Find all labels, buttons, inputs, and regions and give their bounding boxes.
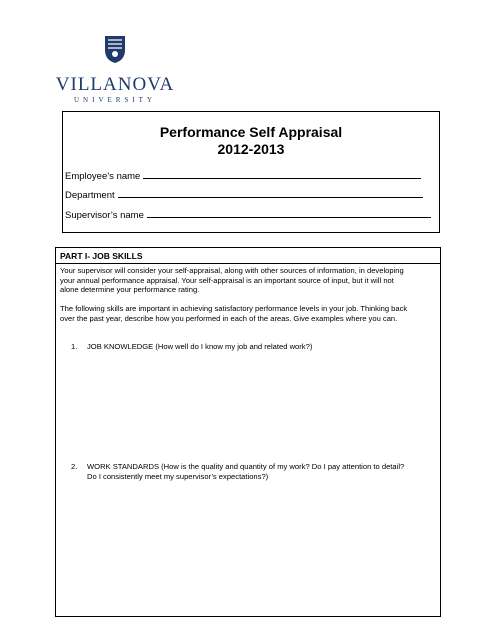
department-line[interactable] (118, 196, 423, 198)
supervisor-name-line[interactable] (147, 216, 431, 218)
intro-line: Your supervisor will consider your self-appraisal, along with other sources of information, in developing (60, 266, 404, 275)
logo-subtitle: UNIVERSITY (74, 96, 156, 104)
university-logo (55, 34, 175, 104)
logo-wordmark: VILLANOVA (55, 74, 175, 95)
skills-line: The following skills are important in achieving satisfactory performance levels in your job. Thinking back (60, 304, 408, 313)
question-text: Do I consistently meet my supervisor’s expectations?) (87, 471, 269, 481)
supervisor-name-label: Supervisor’s name (65, 210, 144, 221)
intro-line: your annual performance appraisal. Your self-appraisal is an important source of input, but it will not (60, 275, 394, 285)
part-1-section (55, 247, 441, 617)
question-number: 1. (71, 342, 78, 351)
crest-icon (103, 34, 127, 64)
document-year: 2012-2013 (217, 141, 285, 157)
department-label: Department (65, 190, 115, 201)
skills-paragraph (60, 304, 432, 323)
intro-paragraph (60, 266, 432, 295)
employee-name-label: Employee’s name (65, 171, 141, 182)
header-box (62, 111, 440, 233)
skills-line: over the past year, describe how you performed in each of the areas. Give examples where you can. (60, 313, 398, 323)
question-text: JOB KNOWLEDGE (How well do I know my job and related work?) (87, 342, 313, 351)
employee-name-field[interactable] (65, 171, 421, 182)
employee-name-line[interactable] (143, 177, 421, 179)
intro-line: alone determine your performance rating. (60, 285, 200, 294)
question-text: WORK STANDARDS (How is the quality and quantity of my work? Do I pay attention to detail? (87, 462, 405, 471)
supervisor-name-field[interactable] (65, 210, 431, 221)
document-title: Performance Self Appraisal (159, 124, 343, 140)
part-1-header (56, 248, 440, 264)
part-1-heading: PART I- JOB SKILLS (60, 251, 143, 261)
department-field[interactable] (65, 190, 423, 201)
question-number: 2. (71, 462, 78, 471)
